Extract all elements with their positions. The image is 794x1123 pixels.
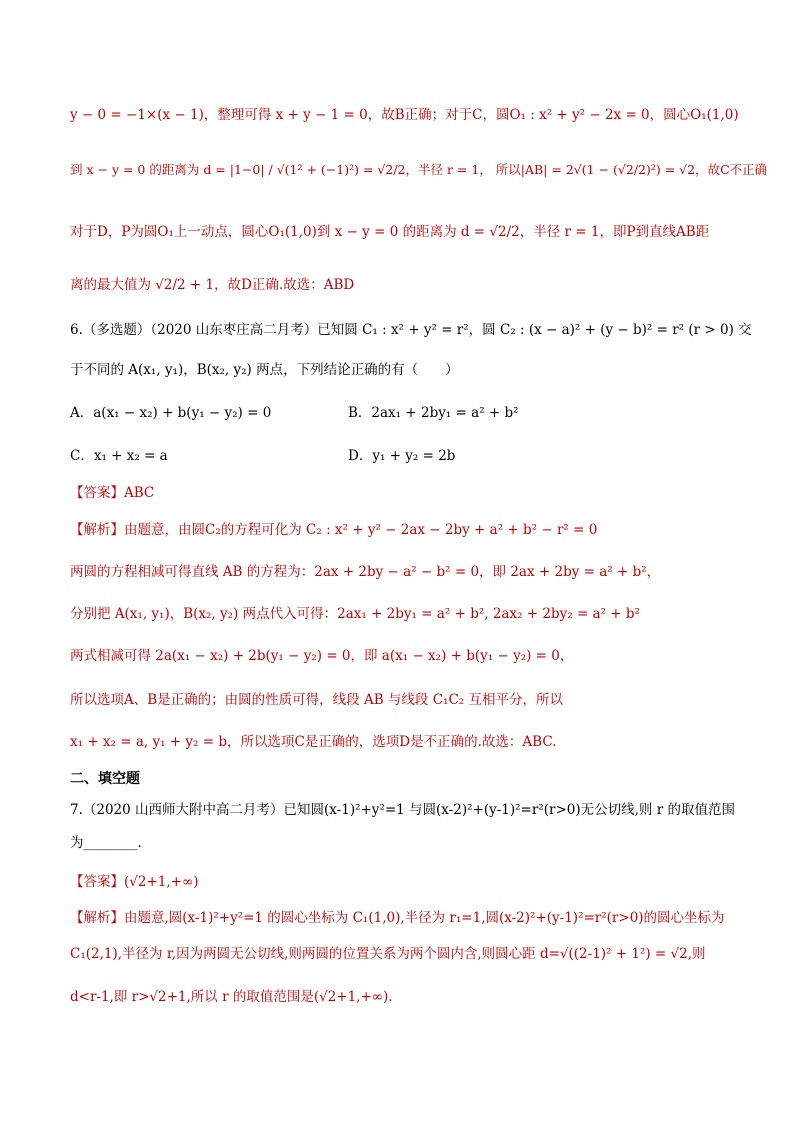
q6-analysis-line-3: 分别把 A(x₁, y₁)，B(x₂, y₂) 两点代入可得：2ax₁ + 2by₁ = a² + b², 2ax₂ + 2by₂ = a² + b²: [70, 606, 640, 622]
q7-stem-line-1: 7.（2020 山西师大附中高二月考）已知圆(x-1)²+y²=1 与圆(x-2)²+(y-1)²=r²(r>0)无公切线,则 r 的取值范围: [70, 802, 735, 818]
q7-analysis-line-1: 【解析】由题意,圆(x-1)²+y²=1 的圆心坐标为 C₁(1,0),半径为 r₁=1,圆(x-2)²+(y-1)²=r²(r>0)的圆心坐标为: [70, 910, 725, 926]
solution-line-2: 到 x − y = 0 的距离为 d = |1−0| / √(1² + (−1)²) = √2/2，半径 r = 1， 所以|AB| = 2√(1 − (√2/2)²) = √2，故C不正确: [70, 162, 768, 177]
q6-analysis-line-1: 【解析】由题意，由圆C₂的方程可化为 C₂ : x² + y² − 2ax − 2by + a² + b² − r² = 0: [70, 522, 598, 538]
q6-option-b: B．2ax₁ + 2by₁ = a² + b²: [348, 405, 519, 421]
q6-stem-line-1: 6.（多选题）（2020 山东枣庄高二月考）已知圆 C₁ : x² + y² = r²，圆 C₂ : (x − a)² + (y − b)² = r² (r > 0) 交: [70, 322, 752, 338]
solution-line-4: 离的最大值为 √2/2 + 1，故D正确.故选：ABD: [70, 277, 355, 293]
q7-answer: 【答案】(√2+1,+∞): [70, 874, 199, 890]
q6-option-a: A．a(x₁ − x₂) + b(y₁ − y₂) = 0: [70, 405, 272, 421]
q6-stem-line-2: 于不同的 A(x₁, y₁)，B(x₂, y₂) 两点，下列结论正确的有（ ）: [70, 362, 459, 378]
q7-analysis-line-2: C₁(2,1),半径为 r,因为两圆无公切线,则两圆的位置关系为两个圆内含,则圆心距 d=√((2-1)² + 1²) = √2,则: [70, 946, 706, 962]
q6-analysis-line-4: 两式相减可得 2a(x₁ − x₂) + 2b(y₁ − y₂) = 0，即 a(x₁ − x₂) + b(y₁ − y₂) = 0，: [70, 648, 574, 664]
q6-analysis-line-2: 两圆的方程相减可得直线 AB 的方程为：2ax + 2by − a² − b² = 0，即 2ax + 2by = a² + b²，: [70, 564, 661, 580]
q7-stem-line-2: 为________.: [70, 835, 142, 851]
q6-option-d: D．y₁ + y₂ = 2b: [348, 448, 456, 464]
q6-analysis-line-5: 所以选项A、B是正确的；由圆的性质可得，线段 AB 与线段 C₁C₂ 互相平分，所以: [70, 692, 563, 708]
q6-analysis-line-6: x₁ + x₂ = a, y₁ + y₂ = b，所以选项C是正确的，选项D是不正确的.故选：ABC.: [70, 734, 557, 750]
q6-option-c: C．x₁ + x₂ = a: [70, 448, 168, 464]
solution-line-1: y − 0 = −1×(x − 1)，整理可得 x + y − 1 = 0，故B正确；对于C，圆O₁ : x² + y² − 2x = 0，圆心O₁(1,0): [70, 107, 739, 123]
q6-answer: 【答案】ABC: [70, 485, 155, 501]
q7-analysis-line-3: d<r-1,即 r>√2+1,所以 r 的取值范围是(√2+1,+∞).: [70, 989, 393, 1005]
section-heading-fill-in: 二、填空题: [70, 771, 140, 787]
solution-line-3: 对于D，P为圆O₁上一动点，圆心O₁(1,0)到 x − y = 0 的距离为 d = √2/2，半径 r = 1，即P到直线AB距: [70, 224, 710, 240]
